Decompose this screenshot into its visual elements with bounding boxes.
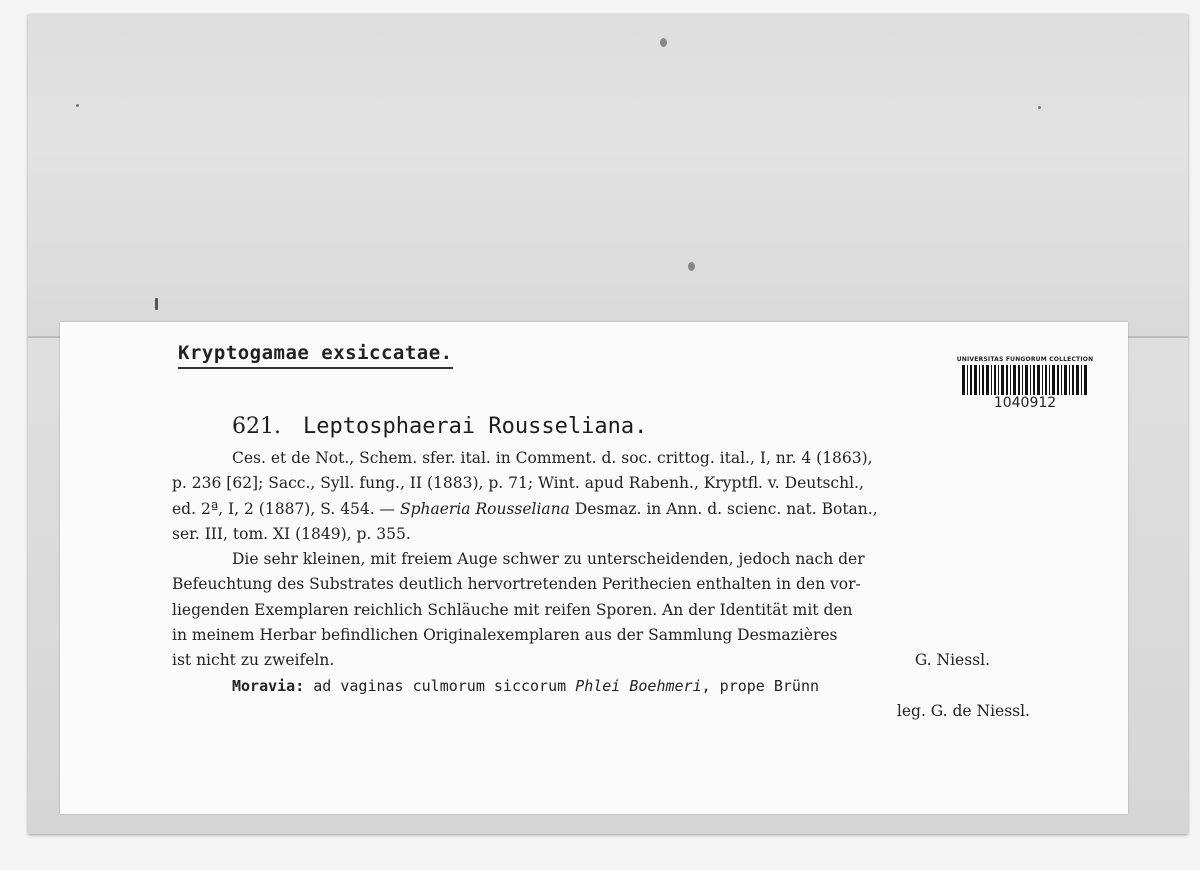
locality-line <box>172 674 1014 699</box>
locality-place: , prope Brünn <box>701 676 820 695</box>
description-line: in meinem Herbar befindlichen Originalexemplaren aus der Sammlung Desmazières <box>172 626 838 645</box>
barcode-number: 1040912 <box>993 395 1057 411</box>
collector-line: leg. G. de Niessl. <box>896 701 1030 720</box>
citation-text: ed. 2ª, I, 2 (1887), S. 454. — <box>172 499 400 518</box>
series-title: Kryptogamae exsiccatae. <box>178 342 453 369</box>
description-line: Die sehr kleinen, mit freiem Auge schwer zu unterscheidenden, jedoch nach der <box>232 550 865 569</box>
barcode-caption: UNIVERSITAS FUNGORUM COLLECTION <box>956 356 1094 363</box>
barcode-sticker <box>955 356 1095 422</box>
description-line <box>172 648 1014 673</box>
entry-number: 621. <box>232 414 281 439</box>
exsiccata-label <box>60 322 1128 814</box>
citation-line <box>172 497 1014 522</box>
envelope-flap <box>28 14 1188 338</box>
description-text: ist nicht zu zweifeln. <box>172 651 335 670</box>
species-name: Leptosphaerai Rousseliana. <box>302 414 648 439</box>
host-name: Phlei Boehmeri <box>575 676 702 695</box>
basionym-name: Sphaeria Rousseliana <box>399 499 570 518</box>
citation-line: Ces. et de Not., Schem. sfer. ital. in Comment. d. soc. crittog. ital., I, nr. 4 (1863), <box>232 449 873 467</box>
species-heading <box>232 414 647 439</box>
description-line: Befeuchtung des Substrates deutlich hervortretenden Perithecien enthalten in den vor- <box>172 575 861 594</box>
locality-region: Moravia: <box>232 676 305 695</box>
citation-line: ser. III, tom. XI (1849), p. 355. <box>172 524 411 543</box>
description-author: G. Niessl. <box>914 651 990 670</box>
citation-text: Desmaz. in Ann. d. scienc. nat. Botan., <box>569 499 878 518</box>
description-line: liegenden Exemplaren reichlich Schläuche mit reifen Sporen. An der Identität mit den <box>172 600 853 619</box>
citation-line: p. 236 [62]; Sacc., Syll. fung., II (1883), p. 71; Wint. apud Rabenh., Kryptfl. v. Deutschl., <box>172 474 864 493</box>
label-body <box>172 446 1030 724</box>
barcode-icon <box>962 365 1088 395</box>
locality-text: ad vaginas culmorum siccorum <box>304 676 576 695</box>
